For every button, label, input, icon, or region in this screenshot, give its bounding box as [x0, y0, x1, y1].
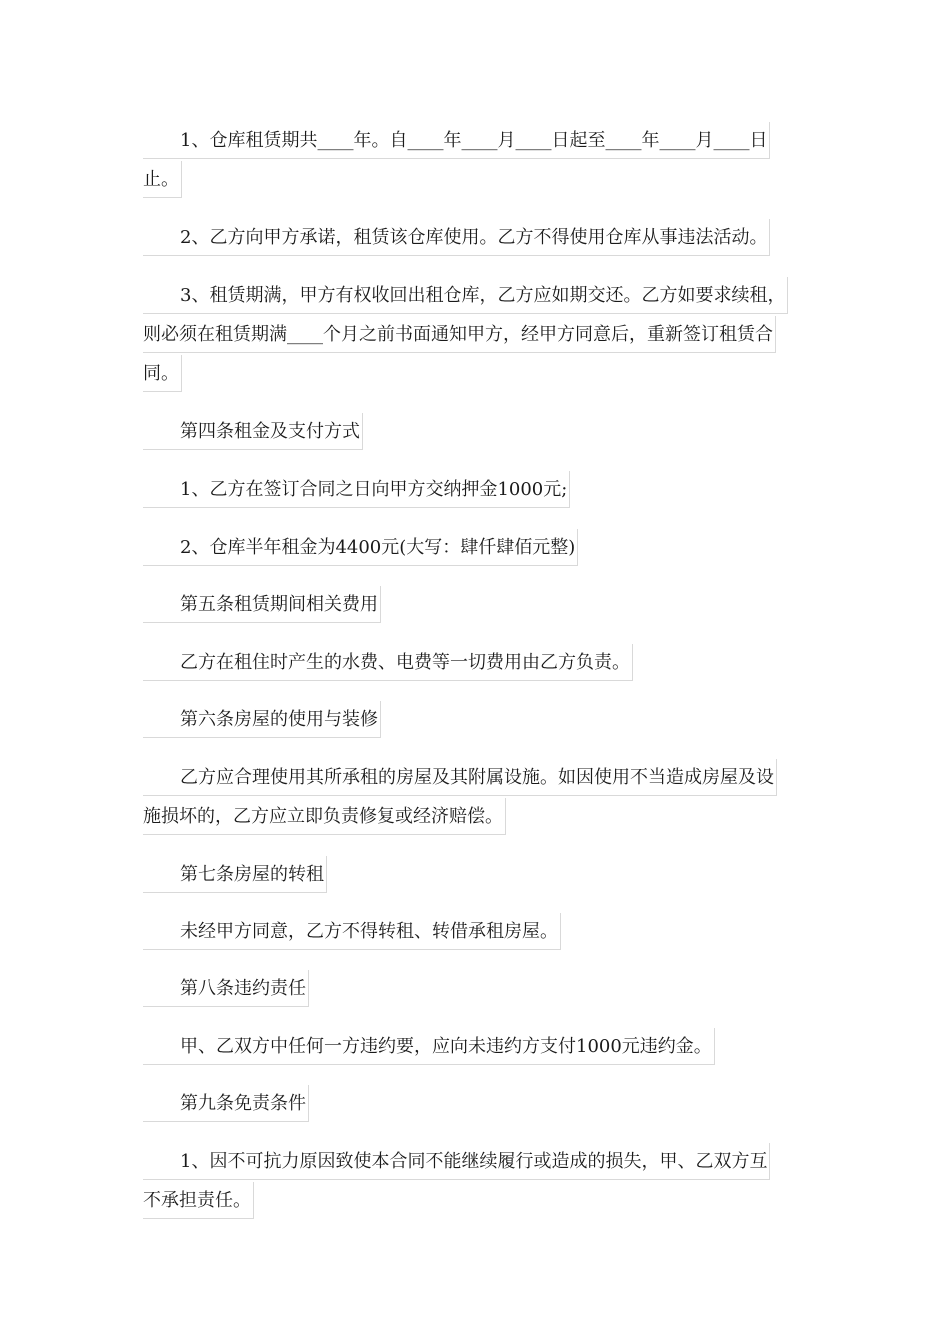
article-7-heading: 第七条房屋的转租	[143, 856, 327, 893]
clause-rent-amount: 2、仓库半年租金为4400元(大写：肆仟肆佰元整)	[143, 529, 578, 566]
article-5-heading: 第五条租赁期间相关费用	[143, 586, 381, 623]
clause-penalty: 甲、乙双方中任何一方违约要，应向未违约方支付1000元违约金。	[143, 1028, 715, 1065]
clause-use-repair-line1: 乙方应合理使用其所承租的房屋及其附属设施。如因使用不当造成房屋及设	[143, 759, 777, 796]
clause-deposit: 1、乙方在签订合同之日向甲方交纳押金1000元;	[143, 471, 570, 508]
clause-sublease: 未经甲方同意，乙方不得转租、转借承租房屋。	[143, 913, 561, 950]
clause-lease-term-line1: 1、仓库租赁期共____年。自____年____月____日起至____年____月____日	[143, 122, 770, 159]
article-8-heading: 第八条违约责任	[143, 970, 309, 1007]
clause-renewal-line1: 3、租赁期满，甲方有权收回出租仓库，乙方应如期交还。乙方如要求续租，	[143, 277, 788, 314]
clause-lease-term-line2: 止。	[143, 161, 182, 198]
clause-renewal-line3: 同。	[143, 355, 182, 392]
clause-utilities: 乙方在租住时产生的水费、电费等一切费用由乙方负责。	[143, 644, 633, 681]
clause-use-promise: 2、乙方向甲方承诺，租赁该仓库使用。乙方不得使用仓库从事违法活动。	[143, 219, 770, 256]
clause-renewal-line2: 则必须在租赁期满____个月之前书面通知甲方，经甲方同意后，重新签订租赁合	[143, 316, 776, 353]
article-6-heading: 第六条房屋的使用与装修	[143, 701, 381, 738]
clause-force-majeure-line2: 不承担责任。	[143, 1182, 254, 1219]
article-9-heading: 第九条免责条件	[143, 1085, 309, 1122]
clause-use-repair-line2: 施损坏的，乙方应立即负责修复或经济赔偿。	[143, 798, 506, 835]
clause-force-majeure-line1: 1、因不可抗力原因致使本合同不能继续履行或造成的损失，甲、乙双方互	[143, 1143, 770, 1180]
article-4-heading: 第四条租金及支付方式	[143, 413, 363, 450]
